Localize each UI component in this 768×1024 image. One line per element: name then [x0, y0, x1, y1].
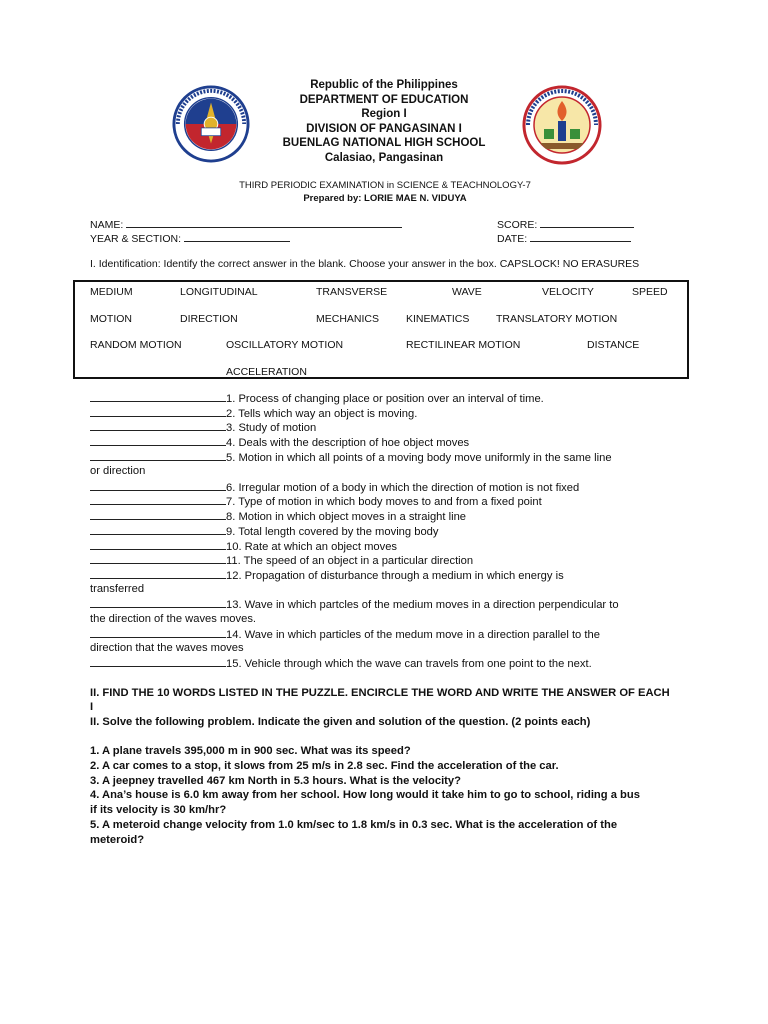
question-text: 6. Irregular motion of a body in which the direction of motion is not fixed — [226, 482, 580, 494]
answer-blank[interactable] — [90, 392, 226, 402]
question-item — [90, 436, 469, 449]
choice-item: WAVE — [452, 286, 482, 298]
question-item — [90, 392, 544, 405]
question-text: 15. Vehicle through which the wave can travels from one point to the next. — [226, 658, 592, 670]
answer-blank[interactable] — [90, 657, 226, 667]
header-line: DEPARTMENT OF EDUCATION — [299, 93, 469, 106]
question-item — [90, 540, 397, 553]
exam-title-block — [150, 180, 620, 205]
choice-item: RECTILINEAR MOTION — [406, 339, 521, 351]
question-item — [90, 525, 439, 538]
question-item — [90, 598, 619, 611]
question-text: 7. Type of motion in which body moves to and from a fixed point — [226, 496, 542, 508]
choices-box — [73, 280, 689, 379]
question-text: 12. Propagation of disturbance through a medium in which energy is — [226, 570, 564, 582]
question-continuation: transferred — [90, 583, 145, 595]
choice-item: ACCELERATION — [226, 366, 307, 378]
date-line — [530, 232, 631, 242]
year-section-line — [184, 232, 290, 242]
exam-title: THIRD PERIODIC EXAMINATION in SCIENCE & TEACHNOLOGY-7 — [239, 180, 531, 191]
answer-blank[interactable] — [90, 598, 226, 608]
score-line — [540, 218, 634, 228]
question-continuation: or direction — [90, 465, 146, 477]
question-text: 8. Motion in which object moves in a straight line — [226, 511, 467, 523]
puzzle-section-continuation: I — [90, 701, 94, 713]
year-section-label: YEAR & SECTION: — [90, 233, 182, 245]
answer-blank[interactable] — [90, 436, 226, 446]
question-item — [90, 481, 579, 494]
problem-item: if its velocity is 30 km/hr? — [90, 804, 227, 816]
answer-blank[interactable] — [90, 407, 226, 417]
choice-item: MOTION — [90, 313, 132, 325]
choice-item: DIRECTION — [180, 313, 238, 325]
problem-item: meteroid? — [90, 834, 145, 846]
question-text: 3. Study of motion — [226, 422, 317, 434]
header-line: Republic of the Philippines — [310, 79, 458, 91]
question-item — [90, 421, 316, 434]
header-line: DIVISION OF PANGASINAN I — [306, 122, 462, 135]
name-field[interactable] — [90, 218, 402, 231]
answer-blank[interactable] — [90, 451, 226, 461]
problem-item: 1. A plane travels 395,000 m in 900 sec. What was its speed? — [90, 745, 411, 757]
score-label: SCORE: — [497, 219, 538, 231]
problem-item: 5. A meteroid change velocity from 1.0 km/sec to 1.8 km/s in 0.3 sec. What is the acceleration of the — [90, 819, 618, 831]
question-item — [90, 510, 466, 523]
question-text: 4. Deals with the description of hoe object moves — [226, 437, 470, 449]
choice-item: DISTANCE — [587, 339, 640, 351]
instruction-text: I. Identification: Identify the correct answer in the blank. Choose your answer in the box. CAPSLOCK! NO ERASURES — [90, 258, 640, 270]
date-label: DATE: — [497, 233, 528, 245]
question-text: 1. Process of changing place or position over an interval of time. — [226, 393, 544, 405]
question-text: 5. Motion in which all points of a moving body move uniformly in the same line — [226, 452, 612, 464]
question-item — [90, 451, 612, 464]
date-field[interactable] — [497, 232, 631, 245]
problem-item: 4. Ana’s house is 6.0 km away from her school. How long would it take him to go to school, riding a bus — [90, 789, 640, 801]
answer-blank[interactable] — [90, 569, 226, 579]
school-header — [240, 78, 528, 166]
choice-item: OSCILLATORY MOTION — [226, 339, 344, 351]
header-line: BUENLAG NATIONAL HIGH SCHOOL — [282, 137, 486, 150]
question-text: 9. Total length covered by the moving body — [226, 526, 439, 538]
header-line: Calasiao, Pangasinan — [324, 151, 444, 164]
name-line — [126, 218, 402, 228]
division-seal-logo — [522, 85, 602, 165]
header-line: Region I — [361, 108, 407, 121]
question-text: 13. Wave in which partcles of the medium moves in a direction perpendicular to — [226, 599, 619, 611]
solve-section-heading: II. Solve the following problem. Indicate the given and solution of the question. (2 points each) — [90, 716, 591, 728]
choice-item: VELOCITY — [542, 286, 594, 298]
score-field[interactable] — [497, 218, 634, 231]
choice-item: SPEED — [632, 286, 668, 298]
answer-blank[interactable] — [90, 628, 226, 638]
answer-blank[interactable] — [90, 525, 226, 535]
question-item — [90, 407, 417, 420]
question-item — [90, 495, 542, 508]
answer-blank[interactable] — [90, 421, 226, 431]
choice-item: MECHANICS — [316, 313, 380, 325]
answer-blank[interactable] — [90, 554, 226, 564]
question-item — [90, 657, 592, 670]
problem-item: 3. A jeepney travelled 467 km North in 5.3 hours. What is the velocity? — [90, 775, 461, 787]
answer-blank[interactable] — [90, 481, 226, 491]
question-text: 2. Tells which way an object is moving. — [226, 408, 418, 420]
answer-blank[interactable] — [90, 510, 226, 520]
choice-item: KINEMATICS — [406, 313, 470, 325]
question-item — [90, 628, 600, 641]
name-label: NAME: — [90, 219, 124, 231]
prepared-by: Prepared by: LORIE MAE N. VIDUYA — [303, 192, 467, 204]
answer-blank[interactable] — [90, 495, 226, 505]
choice-item: TRANSVERSE — [316, 286, 388, 298]
question-item — [90, 569, 564, 582]
question-continuation: direction that the waves moves — [90, 642, 244, 654]
choice-item: RANDOM MOTION — [90, 339, 182, 351]
choice-item: TRANSLATORY MOTION — [496, 313, 618, 325]
question-text: 10. Rate at which an object moves — [226, 541, 398, 553]
choice-item: MEDIUM — [90, 286, 133, 298]
answer-blank[interactable] — [90, 540, 226, 550]
problem-item: 2. A car comes to a stop, it slows from 25 m/s in 2.8 sec. Find the acceleration of the car. — [90, 760, 559, 772]
question-continuation: the direction of the waves moves. — [90, 613, 257, 625]
question-text: 11. The speed of an object in a particular direction — [226, 555, 474, 567]
year-section-field[interactable] — [90, 232, 290, 245]
question-item — [90, 554, 473, 567]
deped-seal-logo — [172, 85, 250, 163]
choice-item: LONGITUDINAL — [180, 286, 258, 298]
puzzle-section-heading: II. FIND THE 10 WORDS LISTED IN THE PUZZLE. ENCIRCLE THE WORD AND WRITE THE ANSWER OF EACH — [90, 687, 670, 699]
question-text: 14. Wave in which particles of the medum move in a direction parallel to the — [226, 629, 600, 641]
